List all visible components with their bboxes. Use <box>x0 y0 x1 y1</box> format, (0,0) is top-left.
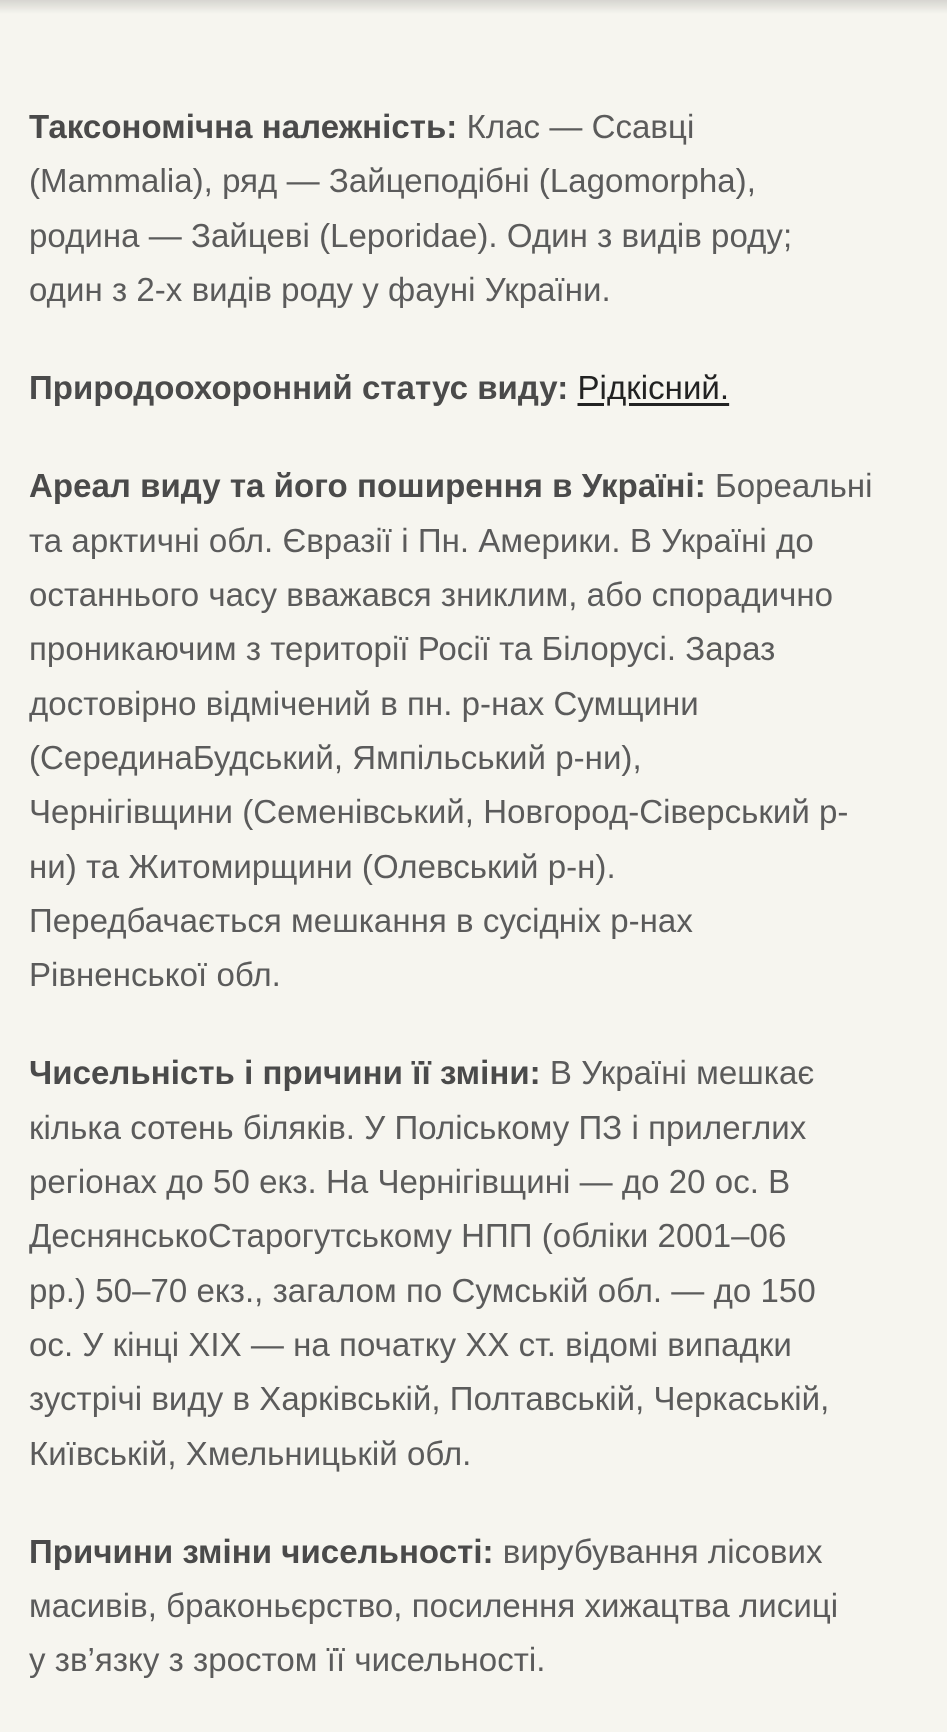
range-line-3: останнього часу вважався зниклим, або спорадично <box>29 576 834 614</box>
population-line-4: ДеснянськоСтарогутському НПП (обліки 2001–06 <box>29 1217 787 1255</box>
causes-line-1 <box>29 1525 947 1579</box>
range-paragraph <box>29 459 947 1002</box>
population-line-2: кілька сотень біляків. У Поліському ПЗ і прилеглих <box>29 1108 807 1146</box>
causes-line-2: масивів, браконьєрство, посилення хижацтва лисиці <box>29 1587 839 1625</box>
range-line-6: (СерединаБудський, Ямпільський р-ни), <box>29 738 642 776</box>
top-shadow <box>0 0 947 14</box>
population-paragraph <box>29 1046 947 1480</box>
article-body <box>29 100 947 1732</box>
population-label: Чисельність і причини її зміни: <box>29 1054 541 1092</box>
population-line-6: ос. У кінці XIX — на початку XX ст. відомі випадки <box>29 1325 792 1363</box>
status-paragraph <box>29 361 947 415</box>
taxonomy-line-1 <box>29 100 947 154</box>
population-line-7: зустрічі виду в Харківській, Полтавській, Черкаській, <box>29 1380 830 1418</box>
population-text: В Україні мешкає <box>540 1054 815 1092</box>
population-line-5: рр.) 50–70 екз., загалом по Сумській обл. — до 150 <box>29 1271 816 1309</box>
status-line <box>29 361 947 415</box>
population-line-8: Київській, Хмельницькій обл. <box>29 1434 472 1472</box>
range-line-1 <box>29 459 947 513</box>
taxonomy-text: Клас — Ссавці <box>457 108 695 145</box>
range-line-7: Чернігівщини (Семенівський, Новгород-Сіверський р- <box>29 793 849 831</box>
population-line-1 <box>29 1046 947 1100</box>
range-line-9: Передбачається мешкання в сусідніх р-нах <box>29 901 693 939</box>
taxonomy-line-4: один з 2-х видів роду у фауні України. <box>29 270 611 308</box>
causes-line-3: у зв’язку з зростом її чисельності. <box>29 1641 546 1679</box>
taxonomy-label: Таксономічна належність: <box>29 108 458 145</box>
range-line-2: та арктичні обл. Євразії і Пн. Америки. В Україні до <box>29 521 814 559</box>
taxonomy-line-2: (Mammalia), ряд — Зайцеподібні (Lagomorpha), <box>29 162 756 200</box>
taxonomy-line-3: родина — Зайцеві (Leporidae). Один з видів роду; <box>29 216 793 254</box>
range-text: Бореальні <box>705 467 873 505</box>
status-link[interactable]: Рідкісний. <box>577 369 730 407</box>
status-label: Природоохоронний статус виду: <box>29 369 569 407</box>
range-line-5: достовірно відмічений в пн. р-нах Сумщини <box>29 684 699 722</box>
population-line-3: регіонах до 50 екз. На Чернігівщині — до 20 ос. В <box>29 1163 791 1201</box>
range-line-4: проникаючим з території Росії та Білорусі. Зараз <box>29 630 776 668</box>
range-label: Ареал виду та його поширення в Україні: <box>29 467 706 505</box>
range-line-8: ни) та Житомирщини (Олевський р-н). <box>29 847 616 885</box>
causes-label: Причини зміни чисельності: <box>29 1532 494 1570</box>
range-line-10: Рівненської обл. <box>29 956 281 994</box>
taxonomy-paragraph <box>29 100 947 317</box>
causes-paragraph <box>29 1525 947 1688</box>
causes-text: вирубування лісових <box>493 1532 823 1570</box>
